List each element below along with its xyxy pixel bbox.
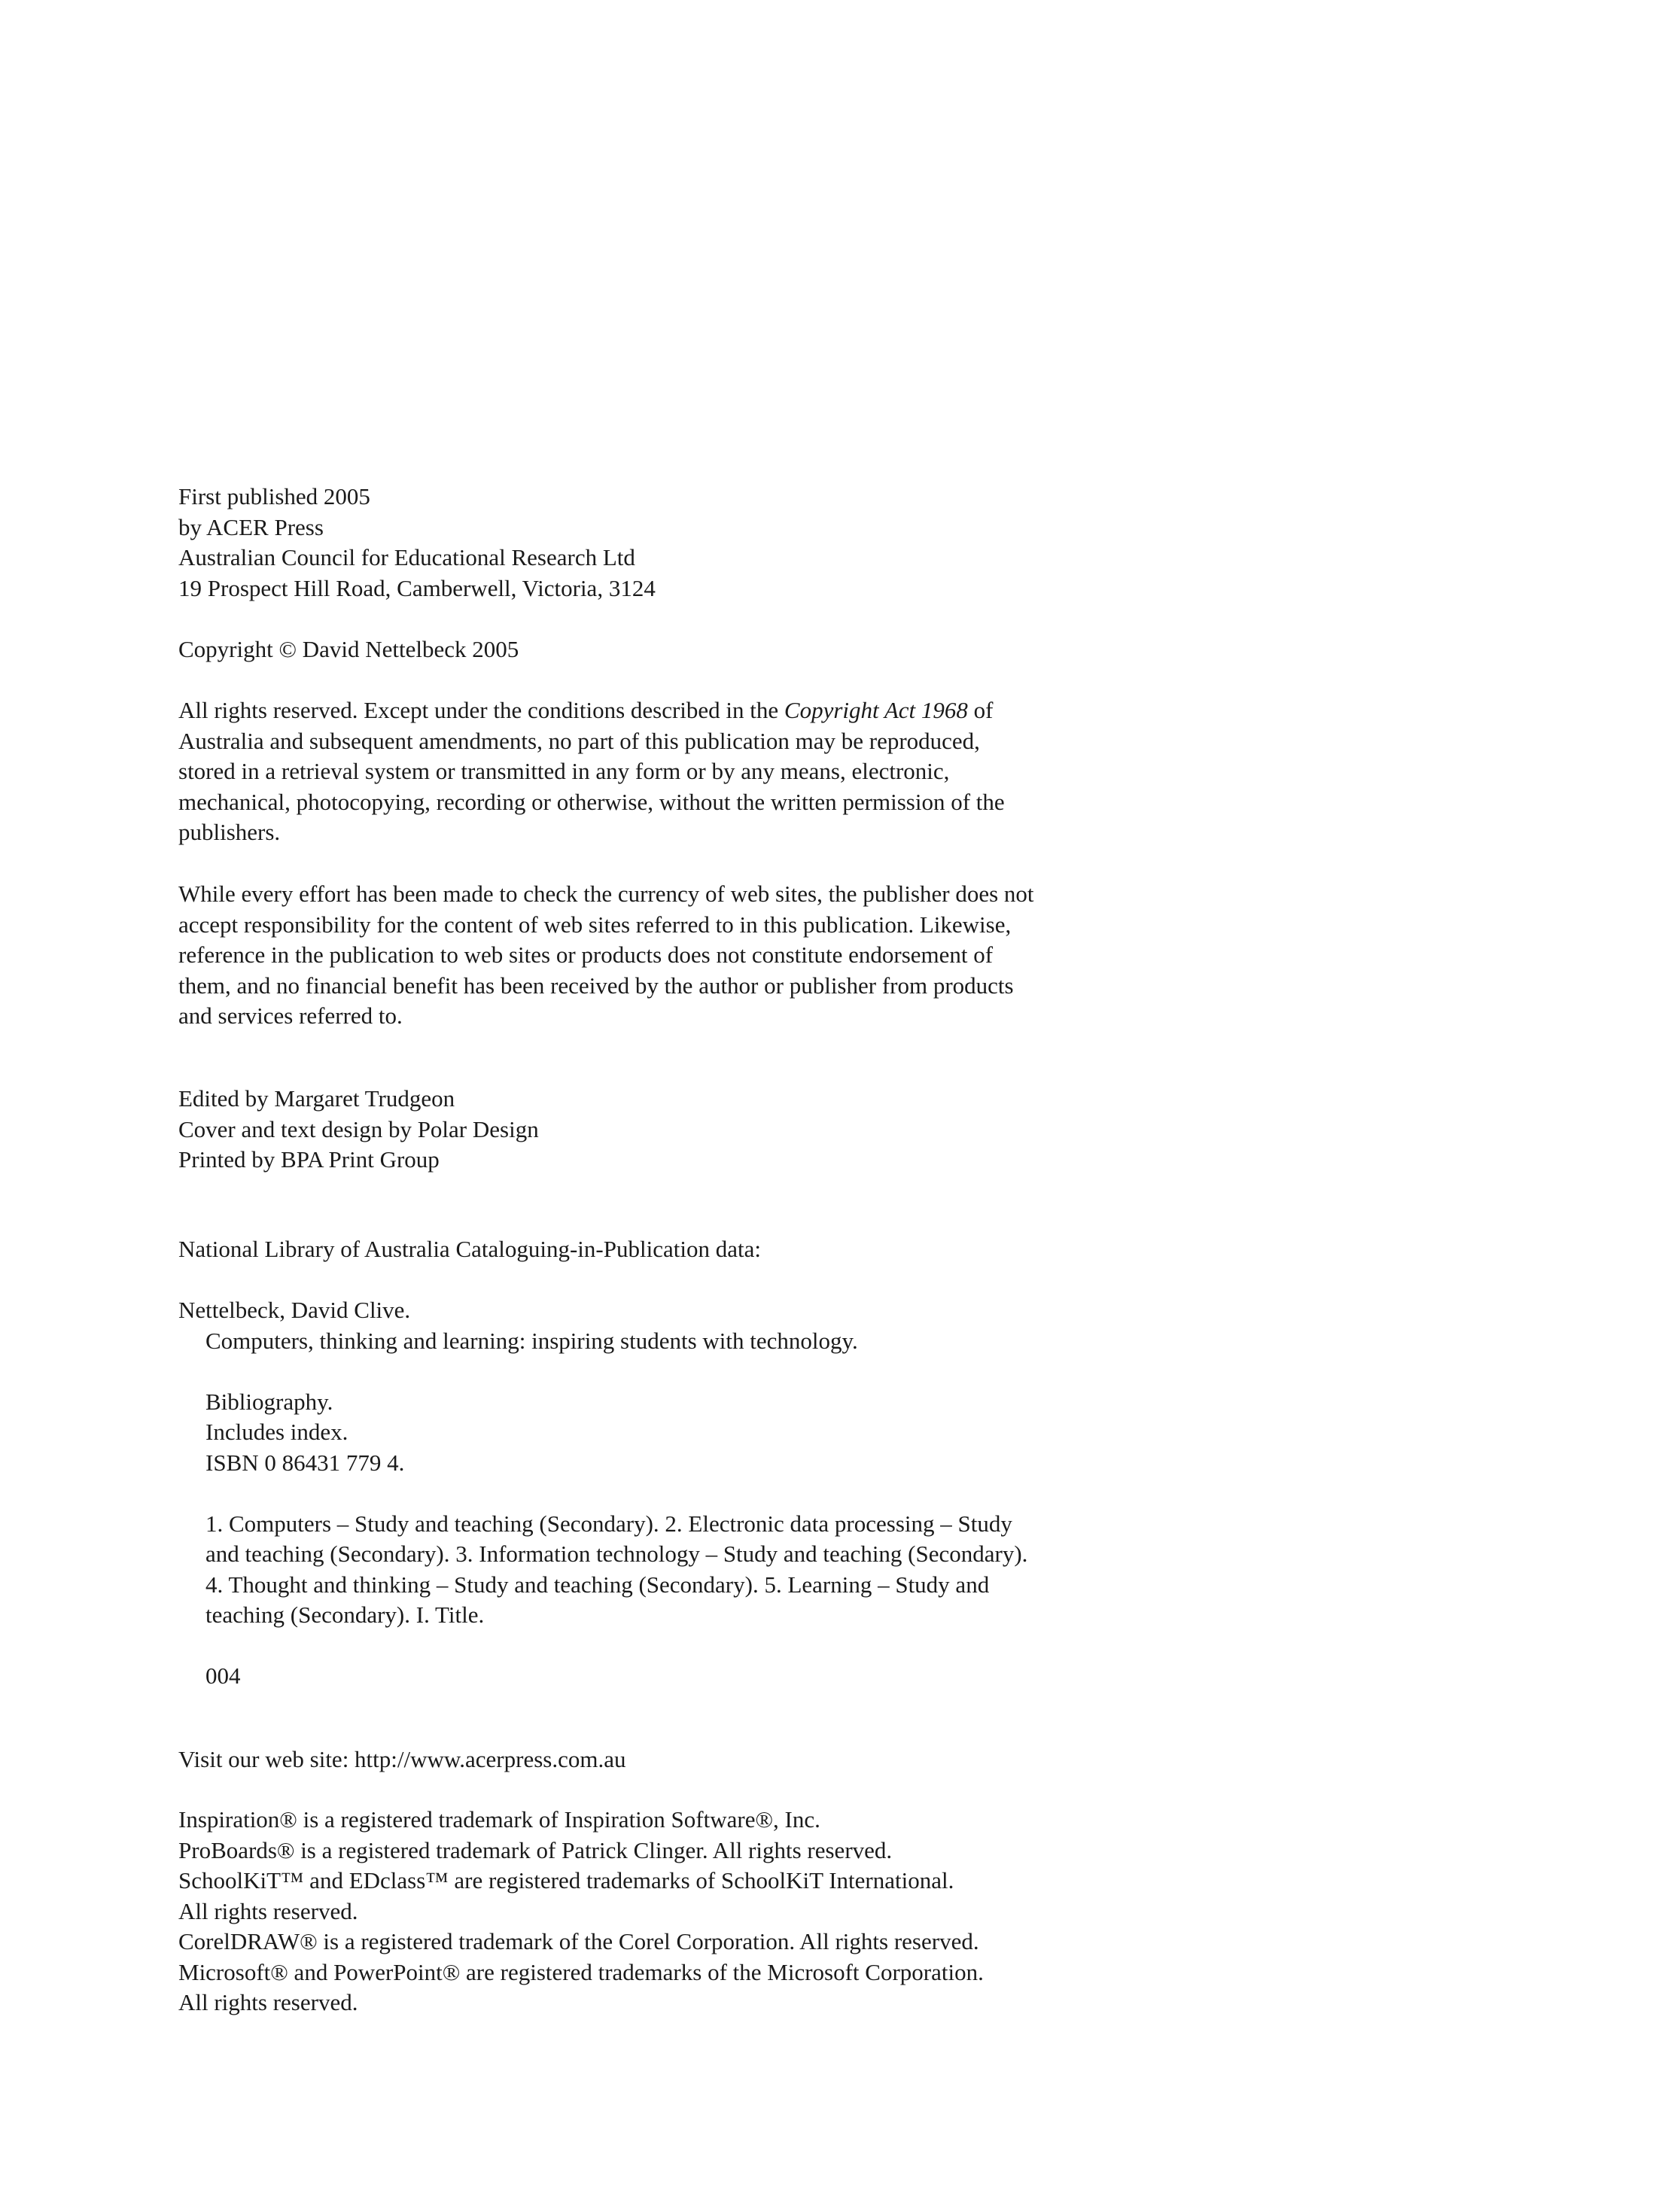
trademark-line: All rights reserved. <box>178 1989 358 2015</box>
copyright-line: Copyright © David Nettelbeck 2005 <box>178 636 519 662</box>
cip-data <box>178 1234 1413 1692</box>
trademark-line: ProBoards® is a registered trademark of Patrick Clinger. All rights reserved. <box>178 1836 893 1863</box>
trademark-line: CorelDRAW® is a registered trademark of the Corel Corporation. All rights reserved. <box>178 1928 979 1954</box>
trademarks <box>178 1805 1413 2018</box>
rights-line-4: mechanical, photocopying, recording or otherwise, without the written permission of the <box>178 788 1005 815</box>
first-published: First published 2005 <box>178 483 370 509</box>
trademark-line: All rights reserved. <box>178 1897 358 1924</box>
copyright-notice <box>178 634 1413 665</box>
cip-classification: 004 <box>205 1662 241 1689</box>
trademark-line: Inspiration® is a registered trademark of Inspiration Software®, Inc. <box>178 1806 820 1833</box>
cip-subject-line: and teaching (Secondary). 3. Information technology – Study and teaching (Secondary). <box>205 1541 1028 1567</box>
rights-line-1-start: All rights reserved. Except under the conditions described in the <box>178 697 784 723</box>
publisher-name: Australian Council for Educational Research Ltd <box>178 544 635 570</box>
cip-subject-line: teaching (Secondary). I. Title. <box>205 1601 485 1628</box>
website-notice <box>178 1744 1413 1775</box>
editor-credit: Edited by Margaret Trudgeon <box>178 1085 455 1112</box>
design-credit: Cover and text design by Polar Design <box>178 1115 539 1142</box>
disclaimer-line: reference in the publication to web sites or products does not constitute endorsement of <box>178 941 994 968</box>
rights-paragraph <box>178 695 1413 848</box>
cip-title: Computers, thinking and learning: inspiring students with technology. <box>205 1327 858 1354</box>
cip-subject-line: 4. Thought and thinking – Study and teaching (Secondary). 5. Learning – Study and <box>205 1571 990 1598</box>
cip-author: Nettelbeck, David Clive. <box>178 1297 411 1323</box>
cip-bibliography: Bibliography. <box>205 1388 333 1415</box>
publisher-address: 19 Prospect Hill Road, Camberwell, Victoria, 3124 <box>178 574 656 601</box>
cip-isbn: ISBN 0 86431 779 4. <box>205 1449 405 1476</box>
publisher-by: by ACER Press <box>178 513 324 540</box>
rights-line-2: Australia and subsequent amendments, no part of this publication may be reproduced, <box>178 727 980 754</box>
rights-line-3: stored in a retrieval system or transmitted in any form or by any means, electronic, <box>178 758 950 784</box>
cip-heading: National Library of Australia Cataloguing-in-Publication data: <box>178 1236 761 1262</box>
rights-line-1 <box>178 695 1413 726</box>
rights-line-5: publishers. <box>178 819 281 845</box>
copyright-act-title: Copyright Act 1968 <box>784 697 968 723</box>
disclaimer-line: While every effort has been made to check the currency of web sites, the publisher does not <box>178 881 1034 907</box>
trademark-line: SchoolKiT™ and EDclass™ are registered trademarks of SchoolKiT International. <box>178 1867 954 1893</box>
publication-info <box>178 482 1413 604</box>
disclaimer-line: them, and no financial benefit has been received by the author or publisher from products <box>178 972 1014 999</box>
printer-credit: Printed by BPA Print Group <box>178 1146 440 1173</box>
rights-line-1-end: of <box>967 697 994 723</box>
disclaimer-line: accept responsibility for the content of web sites referred to in this publication. Likewise, <box>178 911 1012 938</box>
cip-index: Includes index. <box>205 1419 348 1445</box>
cip-subject-line: 1. Computers – Study and teaching (Secondary). 2. Electronic data processing – Study <box>205 1510 1012 1537</box>
disclaimer-line: and services referred to. <box>178 1002 403 1029</box>
credits <box>178 1084 1413 1176</box>
trademark-line: Microsoft® and PowerPoint® are registered trademarks of the Microsoft Corporation. <box>178 1958 984 1985</box>
disclaimer-paragraph <box>178 879 1413 1032</box>
website-line: Visit our web site: http://www.acerpress.com.au <box>178 1746 626 1772</box>
